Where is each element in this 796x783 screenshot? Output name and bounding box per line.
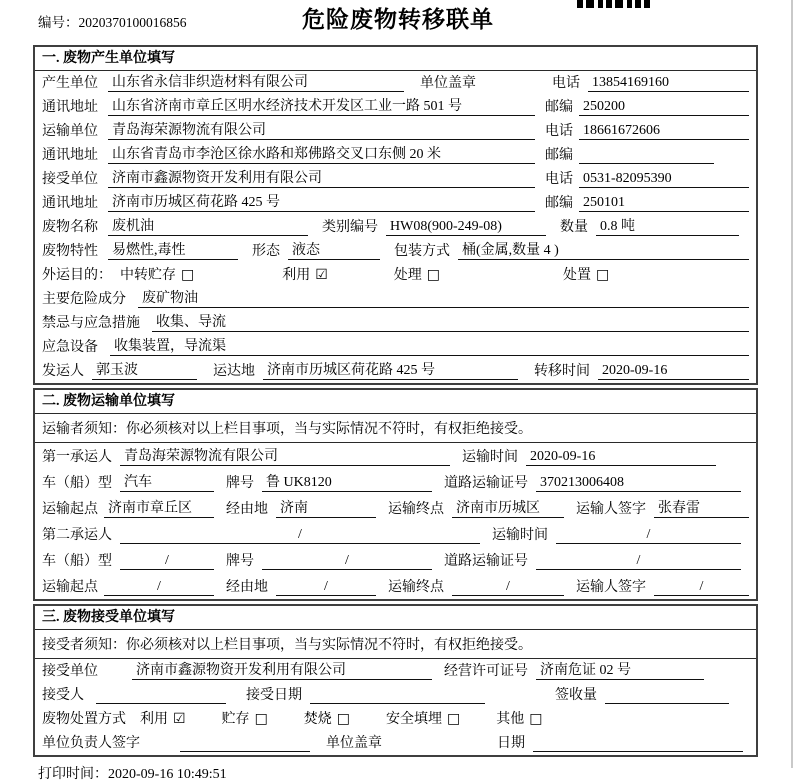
signed-amount-label: 签收量 [555,688,597,703]
disposal-option-landfill [386,708,460,728]
vehicle-type-label: 车（船）型 [42,476,112,491]
destination-label: 运达地 [213,364,255,379]
producer-unit-label: 产生单位 [42,76,98,91]
form-row-consignor [35,359,756,383]
checkbox-checked-icon: ☑ [315,267,328,283]
disposal-option-label: 安全填埋 [386,712,443,727]
disposal-option-label: 利用 [140,712,168,727]
checkbox-unchecked-icon: □ [181,267,195,283]
waste-name-label: 废物名称 [42,220,98,235]
receive-date-value [310,687,485,704]
carrier-signature-value: 张春雷 [654,497,749,518]
form-row-route-1 [35,495,756,521]
form-row-transport-unit [35,119,756,143]
packing-value: 桶(金属,数量 4 ) [458,239,749,260]
phone-value: 0531-82095390 [579,171,749,188]
page-title: 危险废物转移联单 [302,7,494,32]
consignor-value: 郭玉波 [92,359,197,380]
phone-label: 电话 [552,76,580,91]
phone-label: 电话 [545,172,573,187]
form-row-receiving-unit [35,659,756,683]
disposal-option-utilize [140,708,186,728]
transport-time-value: / [556,527,741,544]
emergency-equipment-value: 收集装置，导流渠 [110,335,749,356]
receiver-notice: 接受者须知：你必须核对以上栏目事项，当与实际情况不符时，有权拒绝接受。 [35,630,756,659]
checkbox-unchecked-icon: □ [336,711,351,727]
address-value: 山东省济南市章丘区明水经济技术开发区工业一路 501 号 [108,95,535,116]
waste-property-label: 废物特性 [42,244,98,259]
zip-label: 邮编 [545,100,573,115]
road-permit-value: / [536,553,741,570]
form-row-vehicle-1 [35,469,756,495]
via-value: / [276,579,376,596]
section-producer [33,45,758,385]
transport-unit-label: 运输单位 [42,124,98,139]
responsible-signature-label: 单位负责人签字 [42,736,140,751]
purpose-option-label: 中转贮存 [120,268,176,283]
purpose-option-treat [394,264,440,284]
terminus-label: 运输终点 [388,580,444,595]
checkbox-unchecked-icon: □ [596,267,610,283]
main-hazard-label: 主要危险成分 [42,292,126,307]
receiving-unit-label: 接受单位 [42,664,98,679]
plate-number-label: 牌号 [226,554,254,569]
origin-value: / [104,579,214,596]
license-number-value: 济南危证 02 号 [536,659,704,680]
form-row-vehicle-2 [35,547,756,573]
section-receiver [33,604,758,757]
transport-unit-value: 青岛海荣源物流有限公司 [108,119,535,140]
checkbox-unchecked-icon: □ [254,711,268,727]
checkbox-unchecked-icon: □ [426,267,441,283]
consignor-label: 发运人 [42,364,84,379]
form-row-receiver-unit [35,167,756,191]
form-row-receiver-person [35,683,756,707]
via-label: 经由地 [226,502,268,517]
receiver-person-value [96,687,226,704]
carrier-signature-label: 运输人签字 [576,580,646,595]
via-value: 济南 [276,497,376,518]
address-label: 通讯地址 [42,196,98,211]
phone-value: 13854169160 [588,75,749,92]
zip-value [579,147,714,164]
first-carrier-value: 青岛海荣源物流有限公司 [120,445,450,466]
purpose-option-dispose [563,264,609,284]
address-label: 通讯地址 [42,148,98,163]
carrier-signature-label: 运输人签字 [576,502,646,517]
purpose-option-label: 利用 [282,268,311,283]
address-value: 山东省青岛市李沧区徐水路和郑佛路交叉口东侧 20 米 [108,143,535,164]
qr-code-icon [577,0,650,8]
vehicle-type-value: 汽车 [120,471,214,492]
disposal-option-label: 其他 [496,712,525,727]
unit-seal-label: 单位盖章 [420,76,476,91]
purpose-option-transfer-storage [120,264,194,284]
unit-seal-label: 单位盖章 [326,736,382,751]
serial-value: 2020370100016856 [78,15,187,30]
checkbox-unchecked-icon: □ [529,711,543,727]
main-hazard-value: 废矿物油 [138,287,749,308]
form-row-waste-name [35,215,756,239]
form-row-disposal-method [35,707,756,731]
form-state-value: 液态 [288,239,380,260]
transport-time-value: 2020-09-16 [526,449,716,466]
purpose-option-label: 处理 [393,268,422,283]
checkbox-checked-icon: ☑ [173,711,186,727]
phone-label: 电话 [545,124,573,139]
receiver-unit-value: 济南市鑫源物资开发利用有限公司 [108,167,535,188]
receiver-person-label: 接受人 [42,688,84,703]
plate-number-label: 牌号 [226,476,254,491]
print-time [38,763,796,783]
date-label: 日期 [497,736,525,751]
waste-name-value: 废机油 [108,215,308,236]
form-row-first-carrier [35,443,756,469]
vehicle-type-label: 车（船）型 [42,554,112,569]
zip-label: 邮编 [545,148,573,163]
origin-label: 运输起点 [42,580,98,595]
print-time-value: 2020-09-16 10:49:51 [108,767,227,782]
form-state-label: 形态 [252,244,280,259]
print-time-label: 打印时间： [38,767,108,782]
form-row-waste-property [35,239,756,263]
terminus-value: 济南市历城区 [452,497,564,518]
serial-label: 编号： [38,15,79,30]
form-row-main-hazard [35,287,756,311]
plate-number-value: 鲁 UK8120 [262,471,432,492]
address-label: 通讯地址 [42,100,98,115]
zip-label: 邮编 [545,196,573,211]
form-row-emergency-equipment [35,335,756,359]
category-code-value: HW08(900-249-08) [386,219,546,236]
producer-unit-value: 山东省永信非织造材料有限公司 [108,71,404,92]
section-transporter [33,388,758,601]
road-permit-label: 道路运输证号 [444,476,528,491]
form-row-producer-address [35,95,756,119]
section-producer-title: 一. 废物产生单位填写 [35,47,756,71]
disposal-method-label: 废物处置方式 [42,712,126,727]
receive-date-label: 接受日期 [246,688,302,703]
quantity-label: 数量 [560,220,588,235]
first-carrier-label: 第一承运人 [42,450,112,465]
receiver-unit-label: 接受单位 [42,172,98,187]
zip-value: 250200 [579,99,749,116]
form-row-second-carrier [35,521,756,547]
terminus-value: / [452,579,564,596]
form-row-responsible-signature [35,731,756,755]
second-carrier-value: / [120,527,480,544]
date-value [533,735,743,752]
transport-time-label: 运输时间 [462,450,518,465]
responsible-signature-value [180,735,310,752]
disposal-option-store [222,708,268,728]
transporter-notice: 运输者须知：你必须核对以上栏目事项，当与实际情况不符时，有权拒绝接受。 [35,414,756,443]
form-row-transport-address [35,143,756,167]
terminus-label: 运输终点 [388,502,444,517]
emergency-equipment-label: 应急设备 [42,340,98,355]
purpose-option-utilize [282,264,328,284]
disposal-option-label: 焚烧 [303,712,332,727]
receiving-unit-value: 济南市鑫源物资开发利用有限公司 [132,659,432,680]
transport-time-label: 运输时间 [492,528,548,543]
quantity-value: 0.8 吨 [596,215,739,236]
signed-amount-value [605,687,729,704]
form-row-taboo [35,311,756,335]
packing-label: 包装方式 [394,244,450,259]
vehicle-type-value: / [120,553,214,570]
origin-value: 济南市章丘区 [104,497,214,518]
form-row-purpose [35,263,756,287]
purpose-option-label: 处置 [563,268,592,283]
origin-label: 运输起点 [42,502,98,517]
form-row-route-2 [35,573,756,599]
carrier-signature-value: / [654,579,749,596]
phone-value: 18661672606 [579,123,749,140]
form-row-receiver-address [35,191,756,215]
destination-value: 济南市历城区荷花路 425 号 [263,359,518,380]
license-number-label: 经营许可证号 [444,664,528,679]
road-permit-value: 370213006408 [536,475,741,492]
transfer-time-label: 转移时间 [534,364,590,379]
category-code-label: 类别编号 [322,220,378,235]
purpose-label: 外运目的： [42,268,112,283]
via-label: 经由地 [226,580,268,595]
taboo-measures-value: 收集、导流 [152,311,749,332]
disposal-option-label: 贮存 [221,712,250,727]
page-edge-line [791,0,793,768]
transfer-time-value: 2020-09-16 [598,363,749,380]
second-carrier-label: 第二承运人 [42,528,112,543]
document-header [0,0,796,45]
zip-value: 250101 [579,195,749,212]
form-row-producer-unit [35,71,756,95]
plate-number-value: / [262,553,432,570]
road-permit-label: 道路运输证号 [444,554,528,569]
disposal-option-other [496,708,542,728]
address-value: 济南市历城区荷花路 425 号 [108,191,535,212]
waste-property-value: 易燃性,毒性 [108,239,238,260]
taboo-measures-label: 禁忌与应急措施 [42,316,140,331]
checkbox-unchecked-icon: □ [447,711,461,727]
section-receiver-title: 三. 废物接受单位填写 [35,606,756,630]
section-transporter-title: 二. 废物运输单位填写 [35,390,756,414]
disposal-option-incinerate [304,708,350,728]
